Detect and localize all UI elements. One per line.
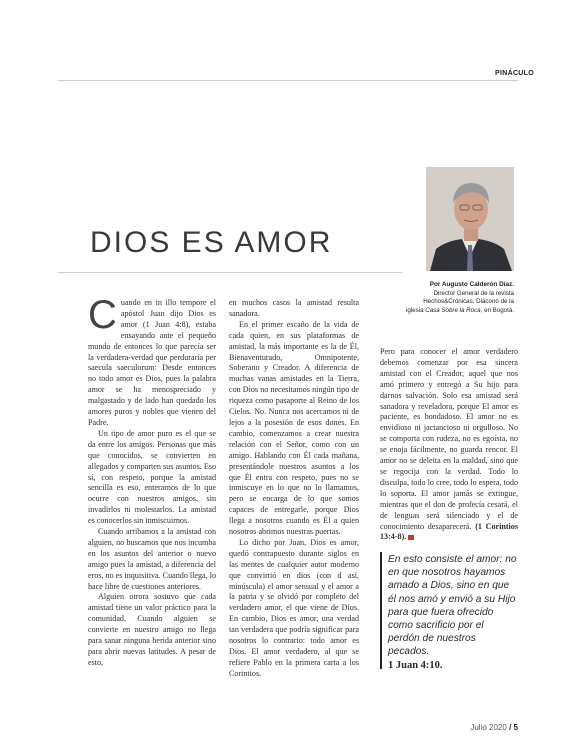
column-2 bbox=[229, 298, 359, 680]
page-number: 5 bbox=[513, 723, 518, 732]
section-label: PINÁCULO bbox=[495, 70, 534, 77]
paragraph bbox=[380, 347, 518, 543]
paragraph: Un tipo de amor puro es el que se da entre los amigos. Personas que más que conocidos, se convierten en allegados y comparten sus asuntos. Eso sí, con respeto, porque la amistad sencilla es eso, enterarnos de lo que ocurre con nuestros amigos, sin invadirlos ni molestarlos. La amistad es conocerlos sin inmiscuirnos. bbox=[88, 428, 216, 526]
paragraph: en muchos casos la amistad resulta sanadora. bbox=[229, 298, 359, 318]
title-rule bbox=[58, 272, 402, 273]
author-role-line3-pre: iglesia bbox=[405, 306, 424, 314]
column-1 bbox=[88, 293, 216, 669]
article-title: DIOS ES AMOR bbox=[90, 226, 333, 259]
author-role-line2: Hechos&Crónicas. Diácono de la bbox=[423, 298, 514, 306]
author-role-line1: Director General de la revista bbox=[433, 289, 514, 297]
quote-text: En esto consiste el amor: no en que nosotros hayamos amado a Dios, sino en que él nos amó y envió a su Hijo para que fuera ofrecido como sacrificio por el perdón de nuestros pecados. bbox=[388, 554, 517, 658]
paragraph-text: Pero para conocer el amor verdadero debemos comenzar por esa sincera amistad con el Creador, aquel que nos amó primero y entregó a Su hijo para darnos salvación. Solo esa amistad será sanadora y reveladora, porque El amor es paciente, es bondadoso. El amor no es envidioso ni jactancioso ni orgulloso. No se comporta con rudeza, no es egoísta, no se enoja fácilmente, no guarda rencor. El amor no se deleita en la maldad, sino que se regocija con la verdad. Todo lo disculpa, todo lo cree, todo lo espera, todo lo soporta. El amor jamás se extingue, mientras que el don de profecía cesará, el de lenguas será silenciado y el de conocimiento desaparecerá. bbox=[380, 347, 518, 531]
author-role-line3-post: , en Bogotá. bbox=[480, 306, 514, 314]
paragraph: Alguien otrora sostuvo que cada amistad tiene un valor práctico para la comunidad. Cuando alguien se convierte en nuestro amigo no llega para sanar ninguna herida anterior sino para abrir nuevas latitudes. A pesar de esto, bbox=[88, 592, 216, 667]
paragraph: Cuando arribamos a la amistad con alguien, no buscamos que nos incumba en los asuntos del anterior o nuevo amigo pues la amistad, a diferencia del eros, no es inquisitiva. Cuando llega, lo hace libre de cuestiones anteriores. bbox=[88, 527, 216, 591]
paragraph: Lo dicho por Juan, Dios es amor, quedó contrapuesto durante siglos en las mentes de cualquier autor moderno que convirtió en dios (con d así, minúscula) el amor sensual y el amor a la patria y se olvidó por completo del verdadero amor, el que viene de Dios. En cambio, Dios es amor, una verdad tan verdadera que podría significar para nosotros lo contrario: todo amor es Dios. El amor verdadero, al que se refiere Pablo en la primera carta a los Corintios. bbox=[229, 537, 359, 678]
page-folio bbox=[452, 723, 518, 732]
end-mark-icon bbox=[408, 535, 414, 540]
column-3 bbox=[380, 347, 518, 543]
issue-month: Julio 2020 bbox=[470, 723, 507, 732]
pull-quote bbox=[388, 553, 518, 672]
author-byline bbox=[380, 281, 514, 315]
paragraph: En el primer escaño de la vida de cada quien, en sus plataformas de amistad, la más importante es la de Él, Bienaventurado, Omnipotente, Soberano y Creador. A diferencia de muchas vanas amistades en la Tierra, con Dios no necesitamos ningún tipo de riqueza como pasaporte al Reino de los Cielos. No. Nunca nos acercamos ni de lejos a la posesión de esos dones. En cambio, comenzamos a crear nuestra relación con el Señor, como con un amigo. Hablando con Él cada mañana, presentándole nuestros asuntos a los que Él entra con respeto, pues no se inmiscuye en lo que no lo llamamos, pero se encarga de lo que somos capaces de entregarle, porque Dios llega a nosotros cuando es Él a quien nosotros abrimos nuestras puertas. bbox=[229, 319, 359, 537]
author-portrait bbox=[426, 167, 514, 271]
paragraph-text: uando en in illo tempore el apóstol Juan dijo Dios es amor (1 Juan 4:8), estaba ensayando ante el pequeño mundo de entonces lo que parecía ser la verdadera-verdad que perduraría per saecula saeculorum: Desde entonces no todo amor es Dios, pues la palabra amor se ha menospreciado y malgastado y de lado han quedado los amores puros y nobles que vienen del Padre. bbox=[88, 298, 216, 427]
folio-separator: / bbox=[509, 723, 512, 732]
author-name: Por Augusto Calderón Díaz. bbox=[429, 281, 514, 288]
church-name: Casa Sobre la Roca bbox=[425, 306, 481, 314]
drop-cap: C bbox=[88, 293, 117, 337]
quote-reference: 1 Juan 4:10. bbox=[388, 659, 443, 671]
quote-bar bbox=[380, 552, 382, 669]
scripture-reference: (1 Corintios 13:4-8). bbox=[380, 521, 518, 542]
header-rule bbox=[58, 80, 518, 81]
paragraph bbox=[88, 293, 216, 429]
